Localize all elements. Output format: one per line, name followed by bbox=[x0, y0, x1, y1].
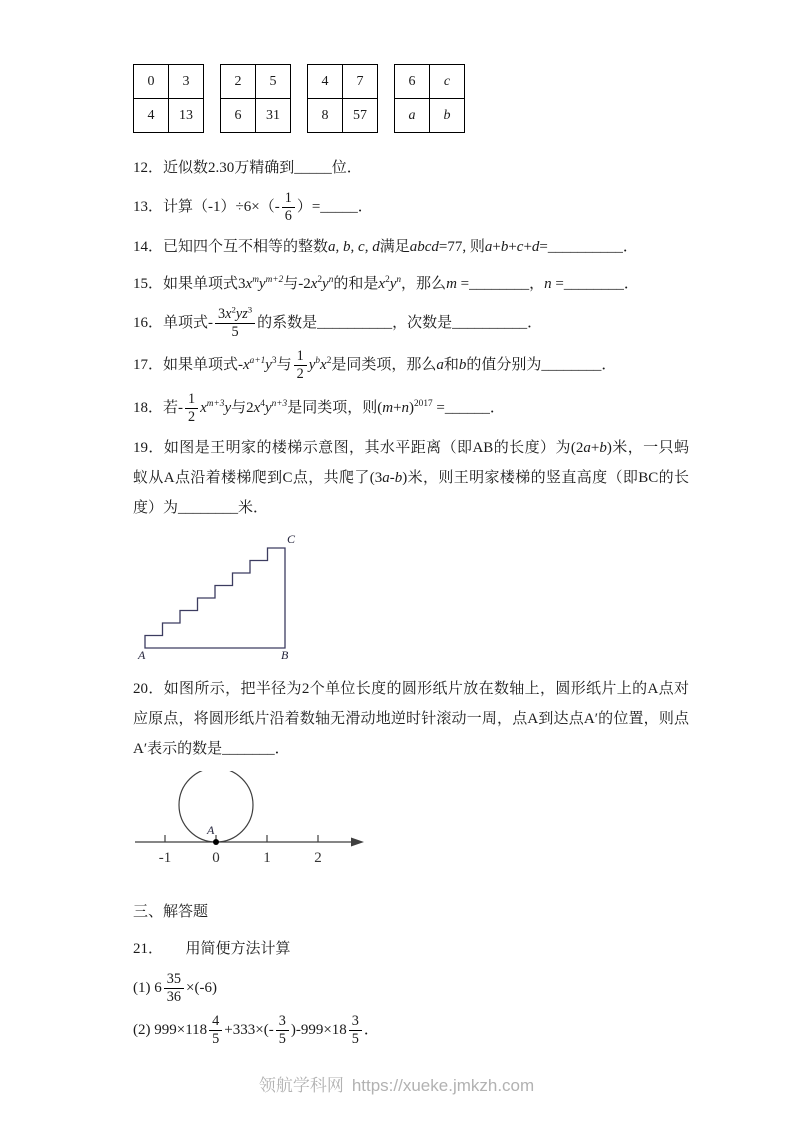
tick-label: 1 bbox=[263, 849, 271, 866]
tick-label: 2 bbox=[314, 849, 322, 866]
table-cell: 5 bbox=[256, 65, 291, 99]
staircase-outline bbox=[145, 548, 285, 648]
table-cell: 4 bbox=[134, 99, 169, 133]
question-19: 19．如图是王明家的楼梯示意图，其水平距离（即AB的长度）为(2a+b)米，一只蚂蚁从A点沿着楼梯爬到C点，共爬了(3a-b)米，则王明家楼梯的竖直高度（即BC的长度）为________米． bbox=[133, 439, 689, 516]
table-cell: 6 bbox=[395, 65, 430, 99]
question-21-part1: (1) 6 $\frac{35}{36}$ ×(-6) bbox=[133, 970, 217, 1005]
table-cell: 31 bbox=[256, 99, 291, 133]
pattern-table-4 bbox=[394, 64, 465, 133]
table-cell: 4 bbox=[308, 65, 343, 99]
question-13: 13．计算（-1）÷6×（- $\frac{1}{6}$ ）=_____． bbox=[133, 190, 373, 225]
rolling-circle bbox=[179, 771, 253, 842]
question-21-part2: (2) 999×118 $\frac{4}{5}$ +333×(- $\frac{3}{5}$ )-999×18 $\frac{3}{5}$ ． bbox=[133, 1012, 379, 1048]
section-heading: 三、解答题 bbox=[133, 903, 209, 920]
question-17: 17．如果单项式$-x^{a+1}y^3$与 $\frac{1}{2}$ $y^bx^2$是同类项，那么a和b的值分别为________． bbox=[133, 348, 617, 383]
pattern-tables bbox=[133, 64, 689, 133]
footer-url: https://xueke.jmkzh.com bbox=[351, 1076, 535, 1095]
question-14: 14．已知四个互不相等的整数a, b, c, d满足abcd=77, 则a+b+c+d=__________． bbox=[133, 239, 638, 256]
point-label-c: C bbox=[287, 531, 296, 546]
table-cell: 0 bbox=[134, 65, 169, 99]
table-cell: a bbox=[395, 99, 430, 133]
number-line-figure bbox=[133, 771, 689, 869]
table-cell: b bbox=[430, 99, 465, 133]
question-20: 20．如图所示，把半径为2个单位长度的圆形纸片放在数轴上，圆形纸片上的A点对应原点，将圆形纸片沿着数轴无滑动地逆时针滚动一周，点A到达点A′的位置，则点A′表示的数是_______． bbox=[133, 680, 689, 757]
tick-label: 0 bbox=[212, 849, 220, 866]
question-16: 16．单项式- $\frac{3x^2yz^3}{5}$ 的系数是__________，次数是__________． bbox=[133, 304, 543, 341]
question-21: 21． 用简便方法计算 bbox=[133, 940, 291, 957]
table-cell: 3 bbox=[169, 65, 204, 99]
pattern-table-3 bbox=[307, 64, 378, 133]
point-label-a: A bbox=[138, 647, 146, 662]
question-18: 18．若- $\frac{1}{2}$ $x^{m+3}y$与$2x^4y^{n+3}$是同类项，则$(m+n)^{2017}$ =______． bbox=[133, 390, 505, 425]
table-cell: 2 bbox=[221, 65, 256, 99]
pattern-table-2 bbox=[220, 64, 291, 133]
question-12: 12．近似数2.30万精确到_____位． bbox=[133, 160, 362, 176]
table-cell: 6 bbox=[221, 99, 256, 133]
footer-watermark bbox=[0, 1071, 793, 1096]
footer-site-name: 领航学科网 bbox=[258, 1076, 344, 1095]
point-label-b: B bbox=[281, 647, 289, 662]
axis-arrowhead bbox=[351, 837, 364, 846]
table-cell: c bbox=[430, 65, 465, 99]
table-cell: 13 bbox=[169, 99, 204, 133]
pattern-table-1 bbox=[133, 64, 204, 133]
circle-point-label: A bbox=[207, 822, 215, 837]
table-cell: 7 bbox=[343, 65, 378, 99]
table-cell: 57 bbox=[343, 99, 378, 133]
table-cell: 8 bbox=[308, 99, 343, 133]
question-15: 15．如果单项式$3x^my^{m+2}$与$-2x^2y^n$的和是$x^2y^n$，那么m =________，n =________． bbox=[133, 275, 639, 293]
staircase-figure bbox=[137, 530, 689, 662]
tick-label: -1 bbox=[158, 849, 172, 866]
origin-point-dot bbox=[213, 839, 219, 845]
